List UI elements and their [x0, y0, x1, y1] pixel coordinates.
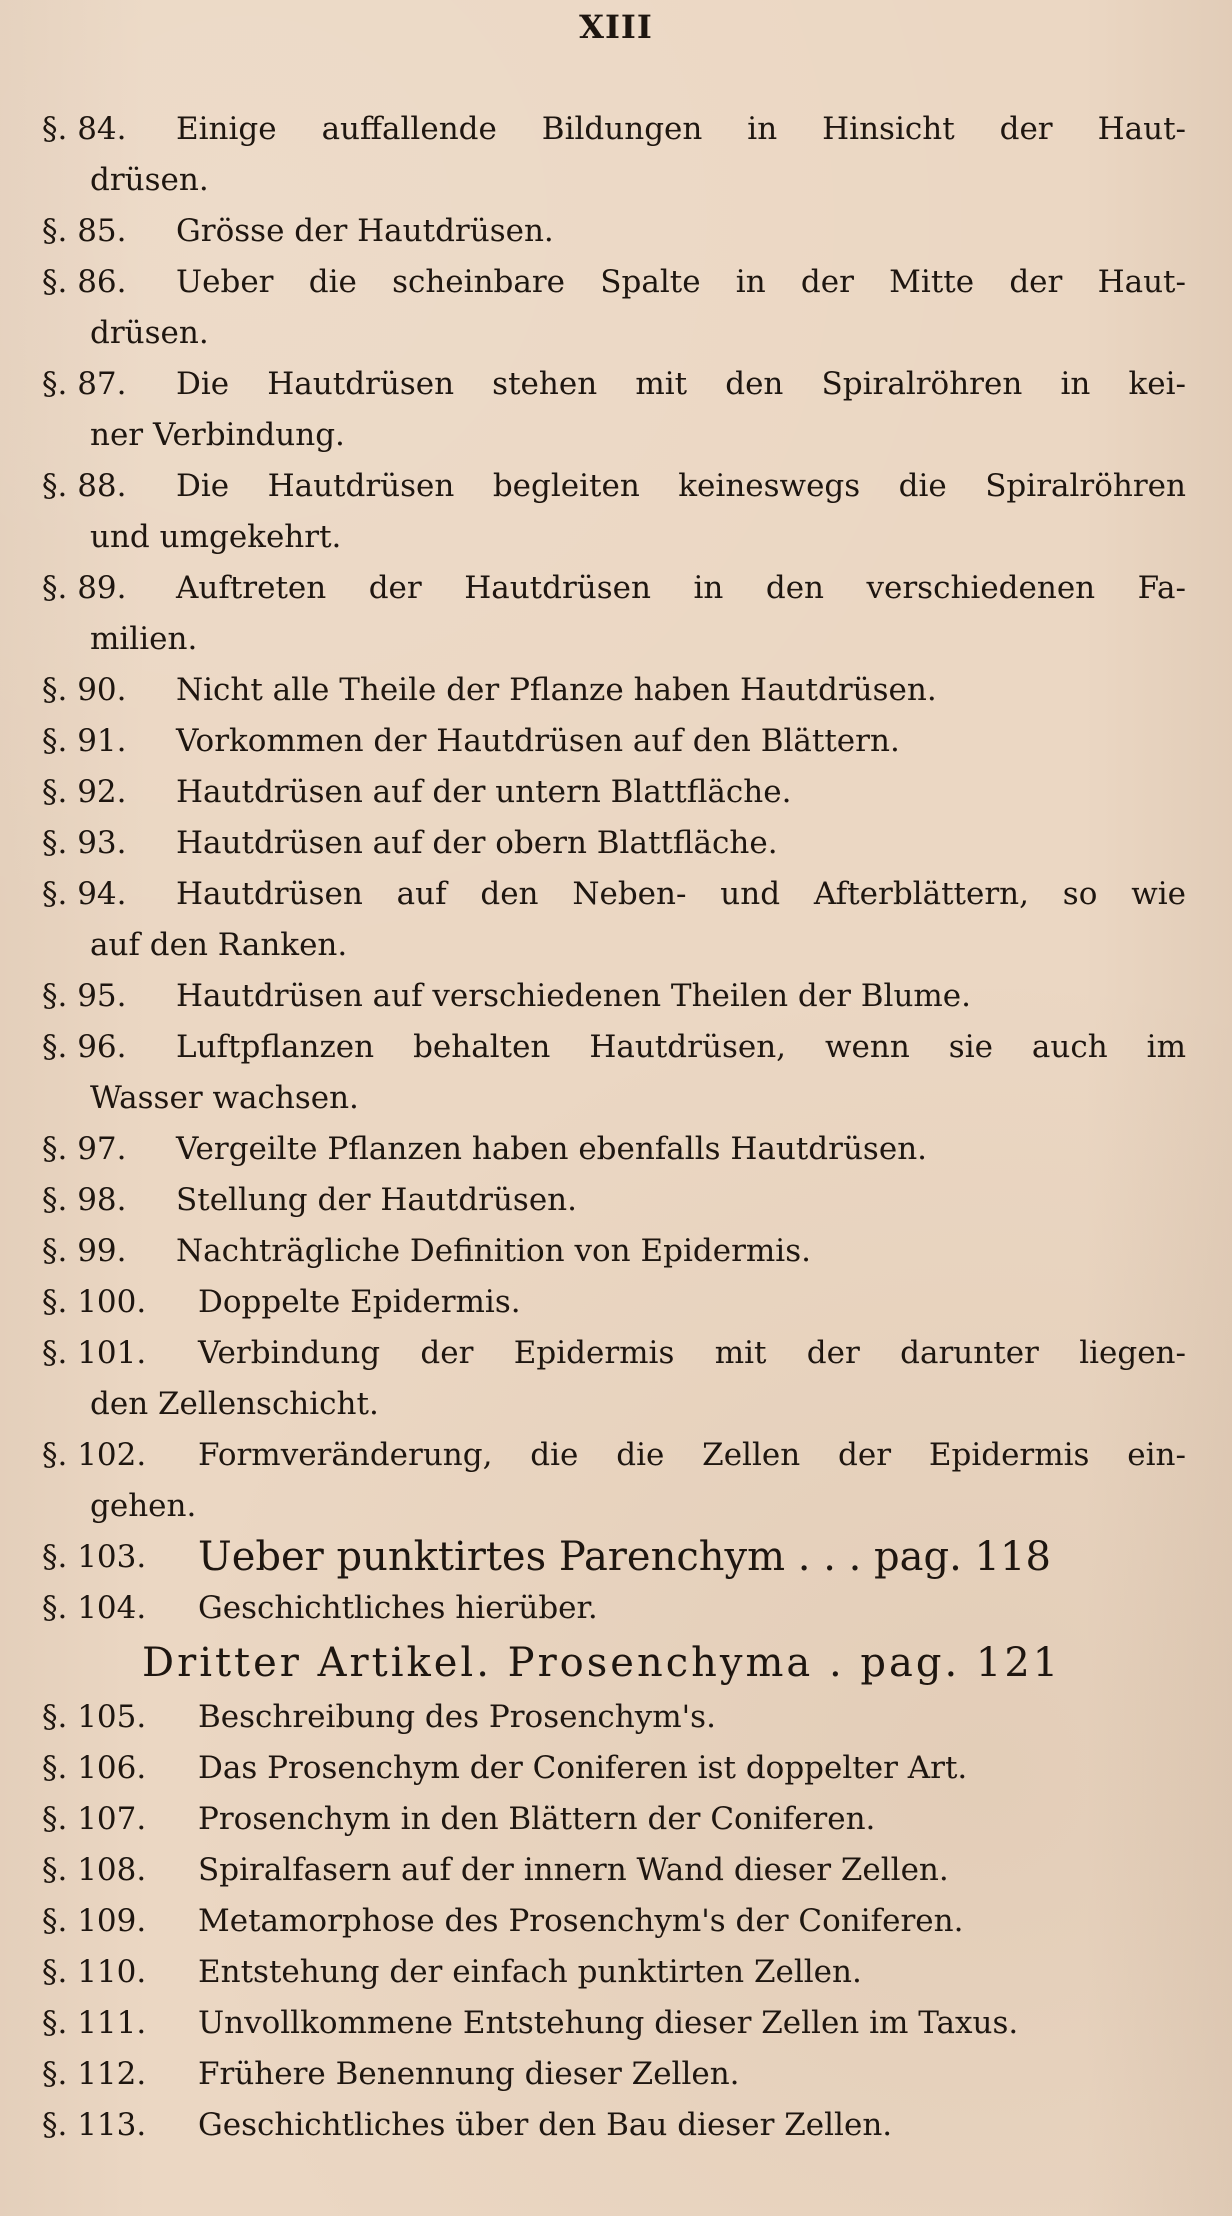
toc-entry-109: [42, 1896, 1142, 1947]
entry-text: Hautdrüsen auf verschiedenen Theilen der Blume.: [176, 978, 972, 1014]
toc-entry-105: [42, 1692, 1142, 1743]
entry-text: Formveränderung, die die Zellen der Epidermis ein-: [198, 1437, 1186, 1473]
toc-entry-102: [42, 1430, 1186, 1481]
toc-entry-97: [42, 1124, 1142, 1175]
toc-entry-92: [42, 767, 1142, 818]
toc-entry-85: [42, 206, 1142, 257]
entry-text: Verbindung der Epidermis mit der darunter liegen-: [198, 1335, 1186, 1371]
toc-entry-88: [42, 461, 1186, 512]
entry-text: Einige auffallende Bildungen in Hinsicht der Haut-: [176, 111, 1186, 147]
entry-text: Doppelte Epidermis.: [198, 1284, 521, 1320]
section-number: §. 112.: [42, 2056, 147, 2092]
toc-entry-104: [42, 1583, 1142, 1634]
section-number: §. 107.: [42, 1801, 147, 1837]
toc-entry-99: [42, 1226, 1142, 1277]
entry-text: Ueber die scheinbare Spalte in der Mitte der Haut-: [176, 264, 1186, 300]
toc-entry-continuation: [42, 512, 1142, 563]
section-number: §. 96.: [42, 1029, 127, 1065]
section-heading: Dritter Artikel. Prosenchyma . pag. 121: [142, 1640, 1062, 1686]
section-number: §. 99.: [42, 1233, 127, 1269]
entry-text: Luftpflanzen behalten Hautdrüsen, wenn sie auch im: [176, 1029, 1186, 1065]
section-number: §. 111.: [42, 2005, 147, 2041]
entry-text: Auftreten der Hautdrüsen in den verschiedenen Fa-: [176, 570, 1186, 606]
section-number: §. 113.: [42, 2107, 147, 2143]
section-number: §. 87.: [42, 366, 127, 402]
toc-entry-108: [42, 1845, 1142, 1896]
toc-entry-94: [42, 869, 1186, 920]
entry-text: Vorkommen der Hautdrüsen auf den Blättern.: [176, 723, 900, 759]
entry-text: ner Verbindung.: [90, 417, 345, 453]
entry-text: Metamorphose des Prosenchym's der Coniferen.: [198, 1903, 964, 1939]
toc-entry-89: [42, 563, 1186, 614]
entry-text: Nachträgliche Definition von Epidermis.: [176, 1233, 811, 1269]
section-number: §. 95.: [42, 978, 127, 1014]
section-number: §. 109.: [42, 1903, 147, 1939]
entry-text: gehen.: [90, 1488, 197, 1524]
toc-entry-continuation: [42, 1379, 1142, 1430]
toc-entry-continuation: [42, 155, 1142, 206]
toc-entry-111: [42, 1998, 1142, 2049]
section-number: §. 106.: [42, 1750, 147, 1786]
toc-entry-96: [42, 1022, 1186, 1073]
entry-text: Vergeilte Pflanzen haben ebenfalls Hautdrüsen.: [176, 1131, 928, 1167]
toc-entry-110: [42, 1947, 1142, 1998]
entry-text: Hautdrüsen auf der obern Blattfläche.: [176, 825, 778, 861]
entry-text: Beschreibung des Prosenchym's.: [198, 1699, 716, 1735]
toc-entry-84: [42, 104, 1186, 155]
toc-entry-95: [42, 971, 1142, 1022]
toc-entry-101: [42, 1328, 1186, 1379]
section-number: §. 101.: [42, 1335, 147, 1371]
entry-text: drüsen.: [90, 162, 209, 198]
toc-entry-continuation: [42, 308, 1142, 359]
toc-entry-continuation: [42, 920, 1142, 971]
entry-text: Wasser wachsen.: [90, 1080, 359, 1116]
toc-entry-90: [42, 665, 1142, 716]
entry-text: Grösse der Hautdrüsen.: [176, 213, 554, 249]
toc-entry-continuation: [42, 614, 1142, 665]
toc-entry-103: [42, 1532, 1142, 1583]
entry-text: Entstehung der einfach punktirten Zellen.: [198, 1954, 862, 1990]
section-number: §. 91.: [42, 723, 127, 759]
section-number: §. 85.: [42, 213, 127, 249]
section-number: §. 105.: [42, 1699, 147, 1735]
toc-entry-100: [42, 1277, 1142, 1328]
entry-text: Ueber punktirtes Parenchym . . . pag. 118: [198, 1534, 1051, 1580]
section-number: §. 97.: [42, 1131, 127, 1167]
section-number: §. 86.: [42, 264, 127, 300]
entry-text: Stellung der Hautdrüsen.: [176, 1182, 578, 1218]
entry-text: Die Hautdrüsen begleiten keineswegs die Spiralröhren: [176, 468, 1186, 504]
toc-entry-113: [42, 2100, 1142, 2151]
toc-entry-87: [42, 359, 1186, 410]
toc-entry-continuation: [42, 1481, 1142, 1532]
toc-entry-112: [42, 2049, 1142, 2100]
section-number: §. 93.: [42, 825, 127, 861]
toc-entry-continuation: [42, 410, 1142, 461]
section-number: §. 110.: [42, 1954, 147, 1990]
entry-text: Das Prosenchym der Coniferen ist doppelter Art.: [198, 1750, 968, 1786]
section-number: §. 90.: [42, 672, 127, 708]
section-number: §. 104.: [42, 1590, 147, 1626]
entry-text: auf den Ranken.: [90, 927, 348, 963]
entry-text: Spiralfasern auf der innern Wand dieser Zellen.: [198, 1852, 949, 1888]
entry-text: Hautdrüsen auf der untern Blattfläche.: [176, 774, 792, 810]
entry-text: Unvollkommene Entstehung dieser Zellen im Taxus.: [198, 2005, 1019, 2041]
entry-text: Nicht alle Theile der Pflanze haben Hautdrüsen.: [176, 672, 937, 708]
section-number: §. 92.: [42, 774, 127, 810]
toc-entry-continuation: [42, 1073, 1142, 1124]
entry-text: den Zellenschicht.: [90, 1386, 379, 1422]
section-number: §. 94.: [42, 876, 127, 912]
section-number: §. 84.: [42, 111, 127, 147]
section-number: §. 100.: [42, 1284, 147, 1320]
section-number: §. 88.: [42, 468, 127, 504]
entry-text: drüsen.: [90, 315, 209, 351]
table-of-contents: [42, 104, 1186, 2151]
toc-entry-86: [42, 257, 1186, 308]
toc-entry-98: [42, 1175, 1142, 1226]
entry-text: Prosenchym in den Blättern der Coniferen.: [198, 1801, 876, 1837]
toc-entry-93: [42, 818, 1142, 869]
entry-text: Frühere Benennung dieser Zellen.: [198, 2056, 740, 2092]
page-number: XIII: [579, 8, 653, 46]
toc-entry-91: [42, 716, 1142, 767]
section-number: §. 102.: [42, 1437, 147, 1473]
toc-entry-106: [42, 1743, 1142, 1794]
entry-text: milien.: [90, 621, 198, 657]
section-number: §. 108.: [42, 1852, 147, 1888]
entry-text: Hautdrüsen auf den Neben- und Afterblättern, so wie: [176, 876, 1186, 912]
section-number: §. 98.: [42, 1182, 127, 1218]
toc-entry-107: [42, 1794, 1142, 1845]
entry-text: Geschichtliches über den Bau dieser Zellen.: [198, 2107, 893, 2143]
entry-text: Geschichtliches hierüber.: [198, 1590, 598, 1626]
entry-text: Die Hautdrüsen stehen mit den Spiralröhren in kei-: [176, 366, 1186, 402]
section-number: §. 89.: [42, 570, 127, 606]
section-number: §. 103.: [42, 1539, 147, 1575]
entry-text: und umgekehrt.: [90, 519, 342, 555]
